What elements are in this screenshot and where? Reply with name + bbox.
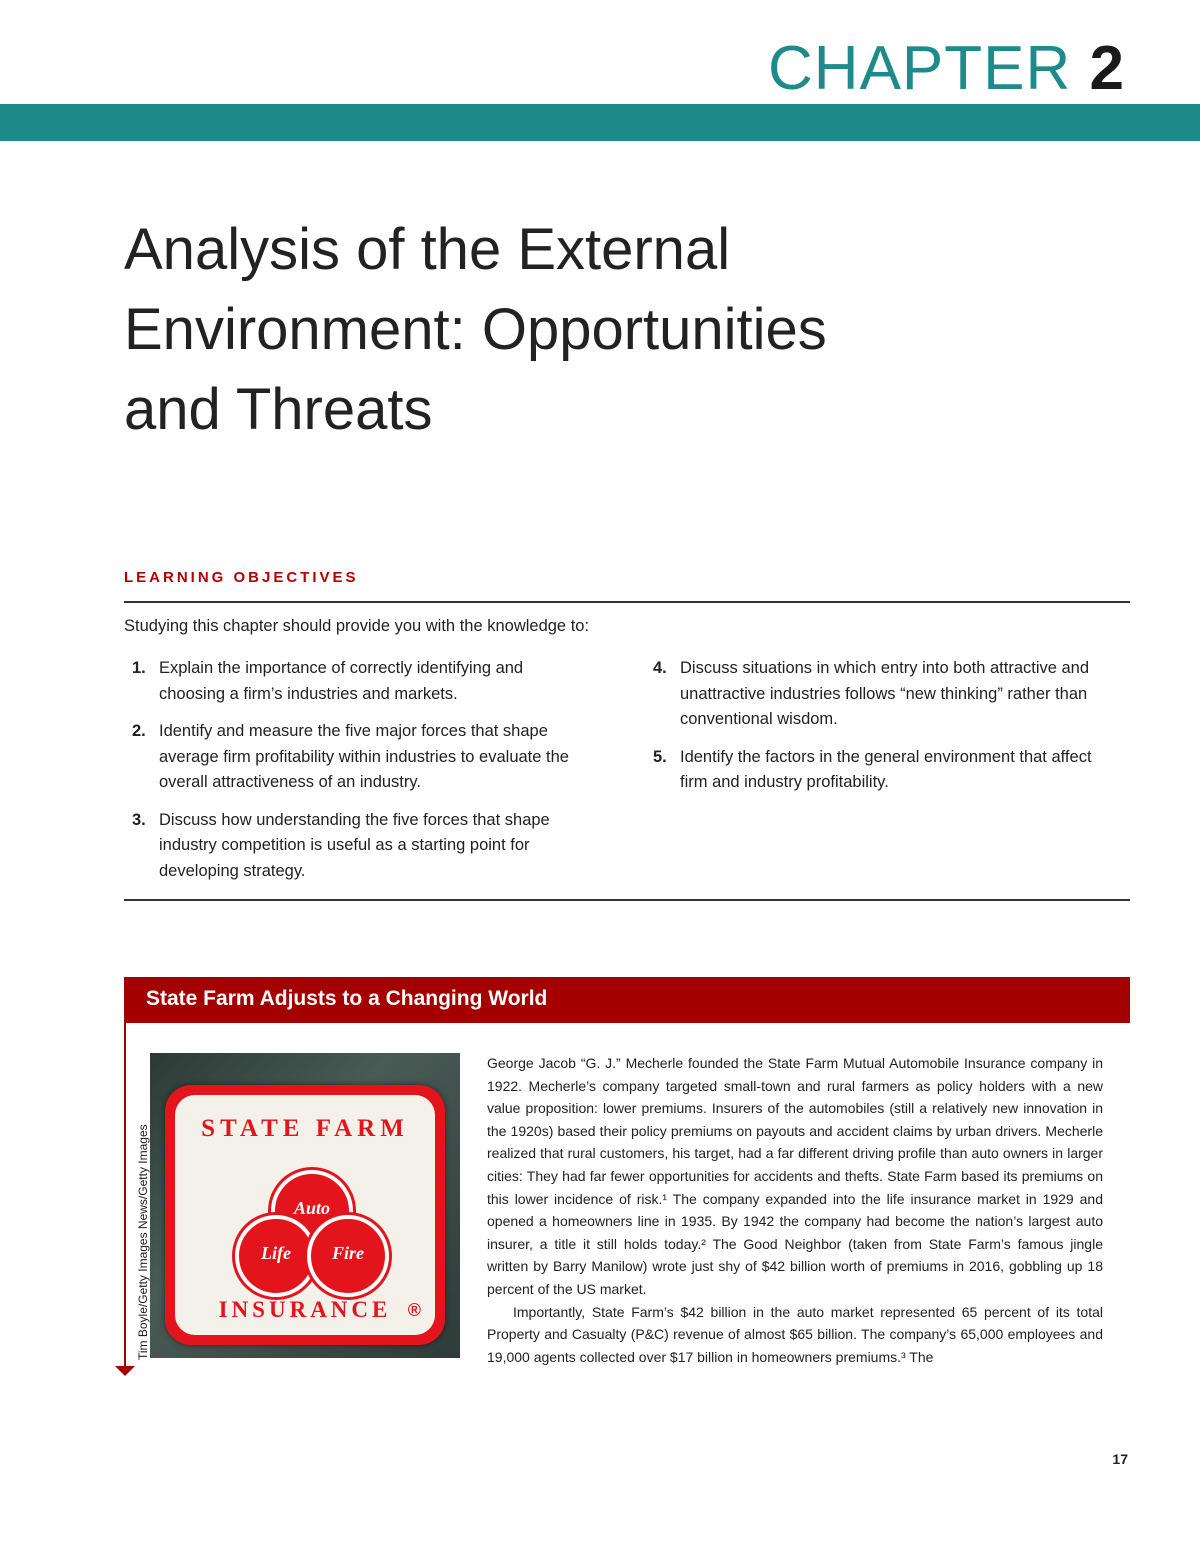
state-farm-sign [165, 1085, 445, 1345]
sign-bottom-text: INSURANCE [218, 1297, 392, 1322]
objective-number: 5. [653, 747, 667, 766]
case-body-text [487, 1052, 1103, 1368]
arrow-down-icon [115, 1366, 135, 1376]
objective-text: Identify the factors in the general environment that affect firm and industry profitability. [680, 747, 1092, 791]
ring-life-label: Life [261, 1243, 291, 1263]
objective-item [653, 656, 1113, 733]
learning-objectives-heading: LEARNING OBJECTIVES [124, 569, 359, 586]
top-rule [124, 601, 1130, 603]
objective-item [132, 719, 592, 796]
title-line-3: and Threats [124, 377, 433, 442]
chapter-label [768, 34, 1125, 103]
objective-text: Discuss situations in which entry into both attractive and unattractive industries follows “new thinking” rather than conventional wisdom. [680, 659, 1090, 728]
case-title-bar [124, 977, 1130, 1023]
chapter-title [124, 210, 1124, 450]
teal-band [0, 104, 1200, 141]
title-line-2: Environment: Opportunities [124, 297, 827, 362]
objective-item [653, 745, 1113, 796]
case-paragraph-2: Importantly, State Farm’s $42 billion in the auto market represented 65 percent of its total Property and Casualty (P&C) revenue of almost $65 billion. The company’s 65,000 employees and 19,000 agents collected over $17 billion in homeowners premiums.³ The [487, 1303, 1103, 1365]
title-line-1: Analysis of the External [124, 217, 731, 282]
objective-text: Identify and measure the five major forces that shape average firm profitability within industries to evaluate the overall attractiveness of an industry. [159, 722, 569, 791]
ring-auto-label: Auto [293, 1198, 331, 1218]
chapter-word: CHAPTER [768, 34, 1072, 103]
page-number: 17 [1112, 1451, 1128, 1467]
ring-fire [307, 1215, 389, 1297]
objective-number: 3. [132, 810, 146, 829]
photo-credit: Tim Boyle/Getty Images News/Getty Images [136, 1124, 150, 1360]
objective-item [132, 808, 592, 885]
objectives-left-column [132, 656, 592, 896]
case-vertical-line [124, 1023, 126, 1368]
objective-number: 4. [653, 659, 667, 677]
objective-number: 1. [132, 659, 146, 677]
bottom-rule [124, 899, 1130, 901]
chapter-number: 2 [1089, 34, 1125, 103]
objective-item [132, 656, 592, 707]
case-title: State Farm Adjusts to a Changing World [146, 987, 548, 1010]
state-farm-sign-photo [150, 1053, 460, 1358]
objective-number: 2. [132, 722, 146, 740]
case-paragraph-1: George Jacob “G. J.” Mecherle founded the State Farm Mutual Automobile Insurance company in 1922. Mecherle’s company targeted small-town and rural farmers as policy holders with a new value proposition: lower premiums. Insurers of the automobiles (still a relatively new innovation in the 1920s) based their policy premiums on payouts and accident claims by urban drivers. Mecherle realized that rural customers, his target, had a far different driving profile than auto owners in larger cities: They had far fewer opportunities for accidents and thefts. State Farm based its premiums on this lower incidence of risk.¹ The company expanded into the life insurance market in 1929 and opened a homeowners line in 1935. By 1942 the company had become the nation’s largest auto insurer, a title it still holds today.² The Good Neighbor (taken from State Farm’s famous jingle written by Barry Manilow) wrote just shy of $42 billion worth of premiums in 2016, gobbling up 18 percent of the US market. [487, 1055, 1103, 1297]
sign-inner [175, 1095, 435, 1335]
objective-text: Discuss how understanding the five forces that shape industry competition is useful as a starting point for developing strategy. [159, 810, 550, 880]
ring-fire-label: Fire [331, 1243, 364, 1263]
objectives-right-column [653, 656, 1113, 808]
objective-text: Explain the importance of correctly identifying and choosing a firm’s industries and markets. [159, 659, 524, 703]
registered-mark: ® [407, 1300, 421, 1320]
sign-top-text: STATE FARM [201, 1115, 409, 1142]
learning-objectives-intro: Studying this chapter should provide you with the knowledge to: [124, 617, 590, 635]
ring-life [235, 1215, 317, 1297]
